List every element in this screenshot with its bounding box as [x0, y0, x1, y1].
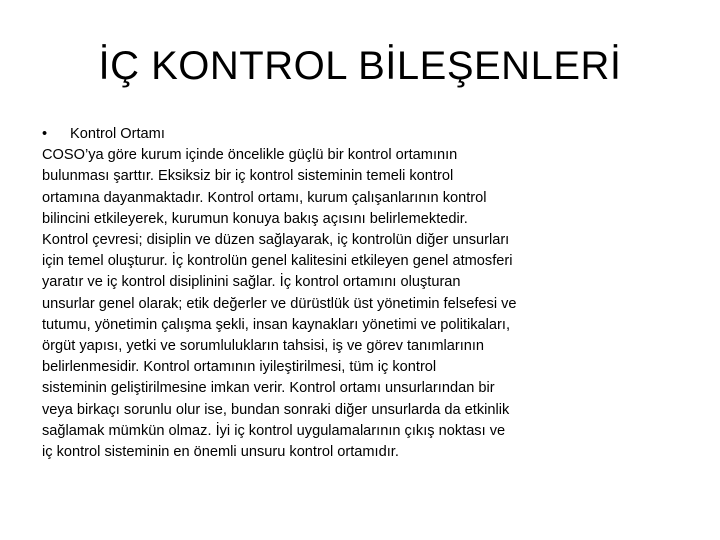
bullet-heading: Kontrol Ortamı	[70, 126, 165, 142]
bullet-item	[42, 124, 602, 145]
paragraph-line: bilincini etkileyerek, kurumun konuya bakış açısını belirlemektedir.	[42, 210, 468, 227]
paragraph-line: tutumu, yönetimin çalışma şekli, insan kaynakları yönetimi ve politikaları,	[42, 316, 511, 333]
paragraph-line: ortamına dayanmaktadır. Kontrol ortamı, kurum çalışanlarının kontrol	[42, 189, 487, 206]
paragraph-line: belirlenmesidir. Kontrol ortamının iyileştirilmesi, tüm iç kontrol	[42, 359, 437, 376]
slide-title: İÇ KONTROL BİLEŞENLERİ	[98, 44, 622, 88]
paragraph-line: veya birkaçı sorunlu olur ise, bundan sonraki diğer unsurlarda da etkinlik	[42, 401, 510, 418]
paragraph-line: unsurlar genel olarak; etik değerler ve dürüstlük üst yönetimin felsefesi ve	[42, 295, 517, 312]
paragraph-line: bulunması şarttır. Eksiksiz bir iç kontrol sisteminin temeli kontrol	[42, 168, 454, 185]
paragraph-line: sisteminin geliştirilmesine imkan verir. Kontrol ortamı unsurlarından bir	[42, 380, 495, 397]
paragraph-line: örgüt yapısı, yetki ve sorumlulukların tahsisi, iş ve görev tanımlarının	[42, 338, 485, 355]
bullet-icon: •	[42, 126, 48, 142]
paragraph-line: sağlamak mümkün olmaz. İyi iç kontrol uygulamalarının çıkış noktası ve	[42, 422, 506, 439]
paragraph-line: iç kontrol sisteminin en önemli unsuru kontrol ortamıdır.	[42, 444, 399, 461]
slide-body	[42, 124, 602, 463]
paragraph-line: için temel oluşturur. İç kontrolün genel kalitesini etkileyen genel atmosferi	[42, 253, 513, 270]
paragraph-line: yaratır ve iç kontrol disiplinini sağlar. İç kontrol ortamını oluşturan	[42, 274, 461, 291]
paragraph-line: Kontrol çevresi; disiplin ve düzen sağlayarak, iç kontrolün diğer unsurları	[42, 232, 510, 249]
paragraph-line: COSO’ya göre kurum içinde öncelikle güçlü bir kontrol ortamının	[42, 147, 458, 164]
